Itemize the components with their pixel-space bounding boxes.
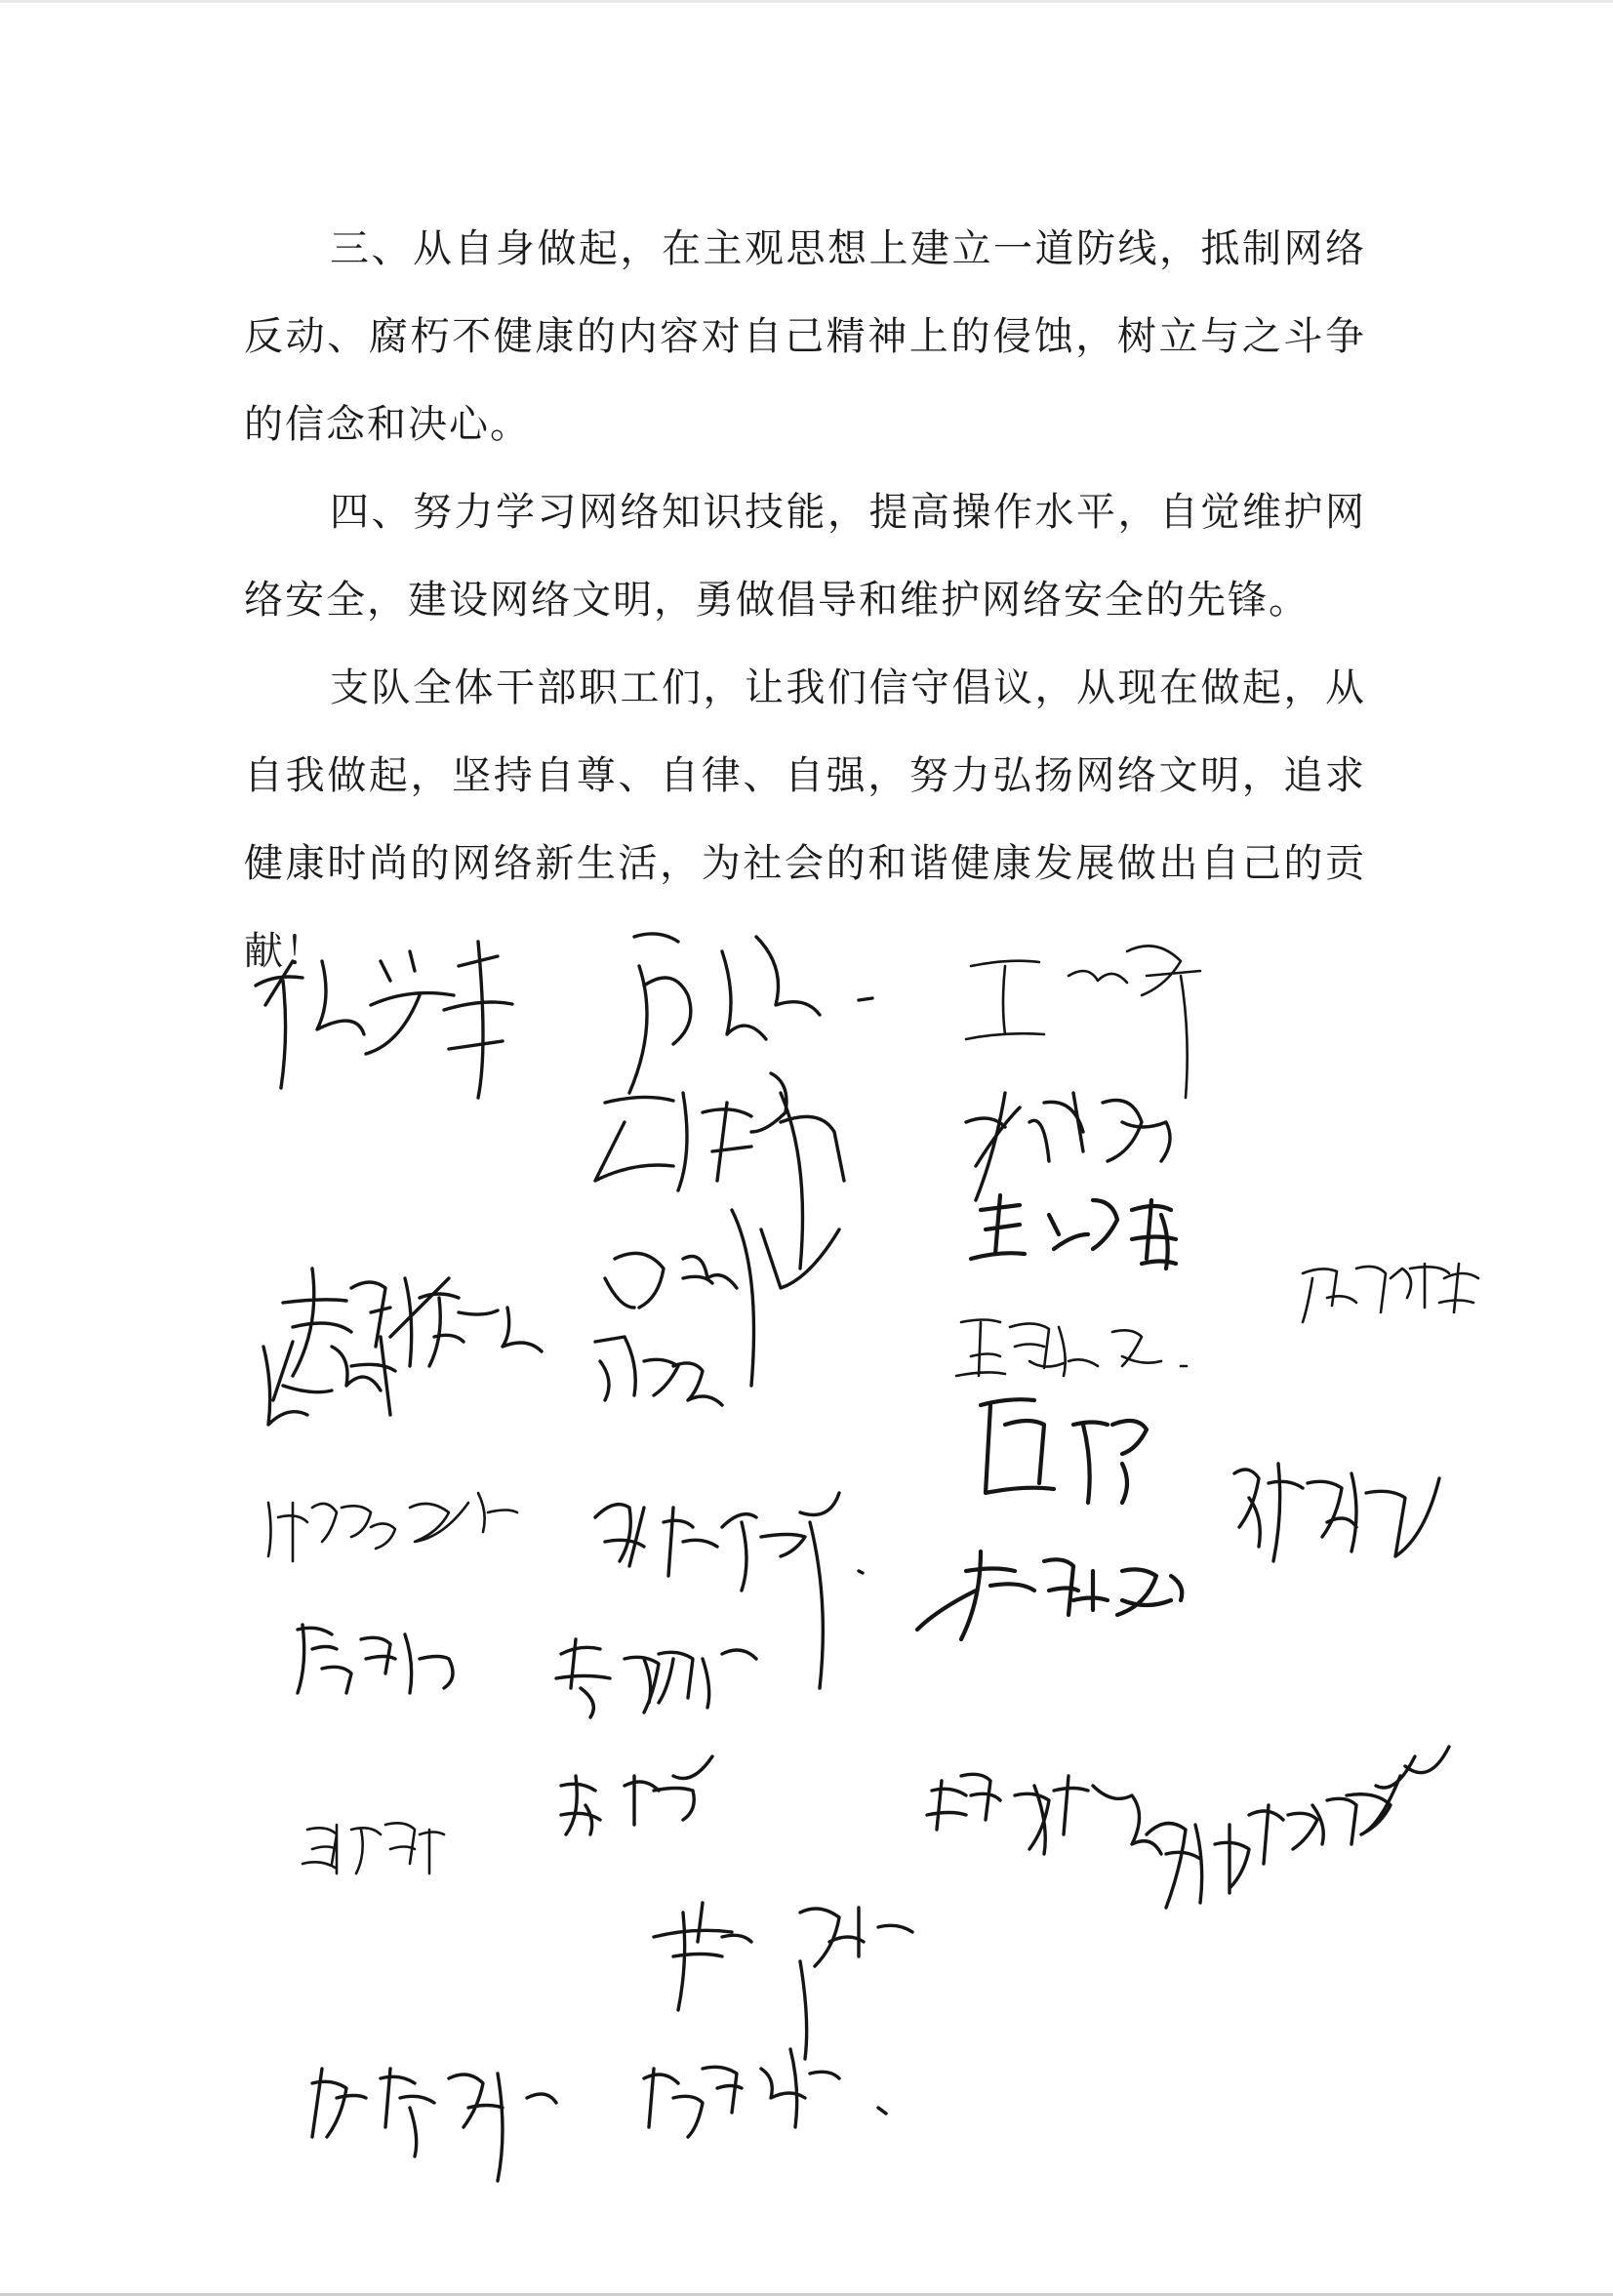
signature-12 — [595, 1337, 722, 1405]
signature-9 — [1303, 1264, 1478, 1322]
signature-14 — [268, 1493, 517, 1561]
signature-20 — [302, 1823, 444, 1873]
signature-23 — [1147, 1747, 1449, 1908]
signature-13 — [981, 1399, 1147, 1503]
signature-16 — [917, 1551, 1182, 1639]
signature-18 — [298, 1625, 453, 1693]
signature-24 — [654, 1903, 912, 2059]
signature-21 — [561, 1756, 712, 1834]
signature-26 — [644, 2049, 886, 2137]
signature-8 — [605, 1210, 839, 1386]
signature-22 — [927, 1774, 1161, 1854]
signature-3 — [966, 946, 1200, 1098]
signature-19 — [556, 1639, 756, 1717]
signature-10 — [956, 1320, 1187, 1377]
signature-5 — [966, 1093, 1170, 1200]
paragraph-three: 三、从自身做起，在主观思想上建立一道防线，抵制网络反动、腐朽不健康的内容对自己精神上的侵蚀，树立与之斗争的信念和决心。 — [244, 226, 1366, 447]
paragraph-four: 四、努力学习网络知识技能，提高操作水平，自觉维护网络安全，建设网络文明，勇做倡导和维护网络安全的先锋。 — [244, 490, 1366, 623]
signature-7 — [283, 1269, 542, 1376]
signature-1 — [256, 942, 512, 1098]
signature-6 — [971, 1195, 1176, 1269]
signature-2 — [629, 934, 872, 1093]
paragraph-closing: 支队全体干部职工们，让我们信守倡议，从现在做起，从自我做起，坚持自尊、自律、自强，努力弘扬网络文明，追求健康时尚的网络新生活，为社会的和谐健康发展做出自己的贡献！ — [244, 665, 1366, 974]
signature-17 — [1234, 1464, 1439, 1561]
signature-4 — [595, 1073, 844, 1269]
signature-25 — [312, 2069, 556, 2181]
